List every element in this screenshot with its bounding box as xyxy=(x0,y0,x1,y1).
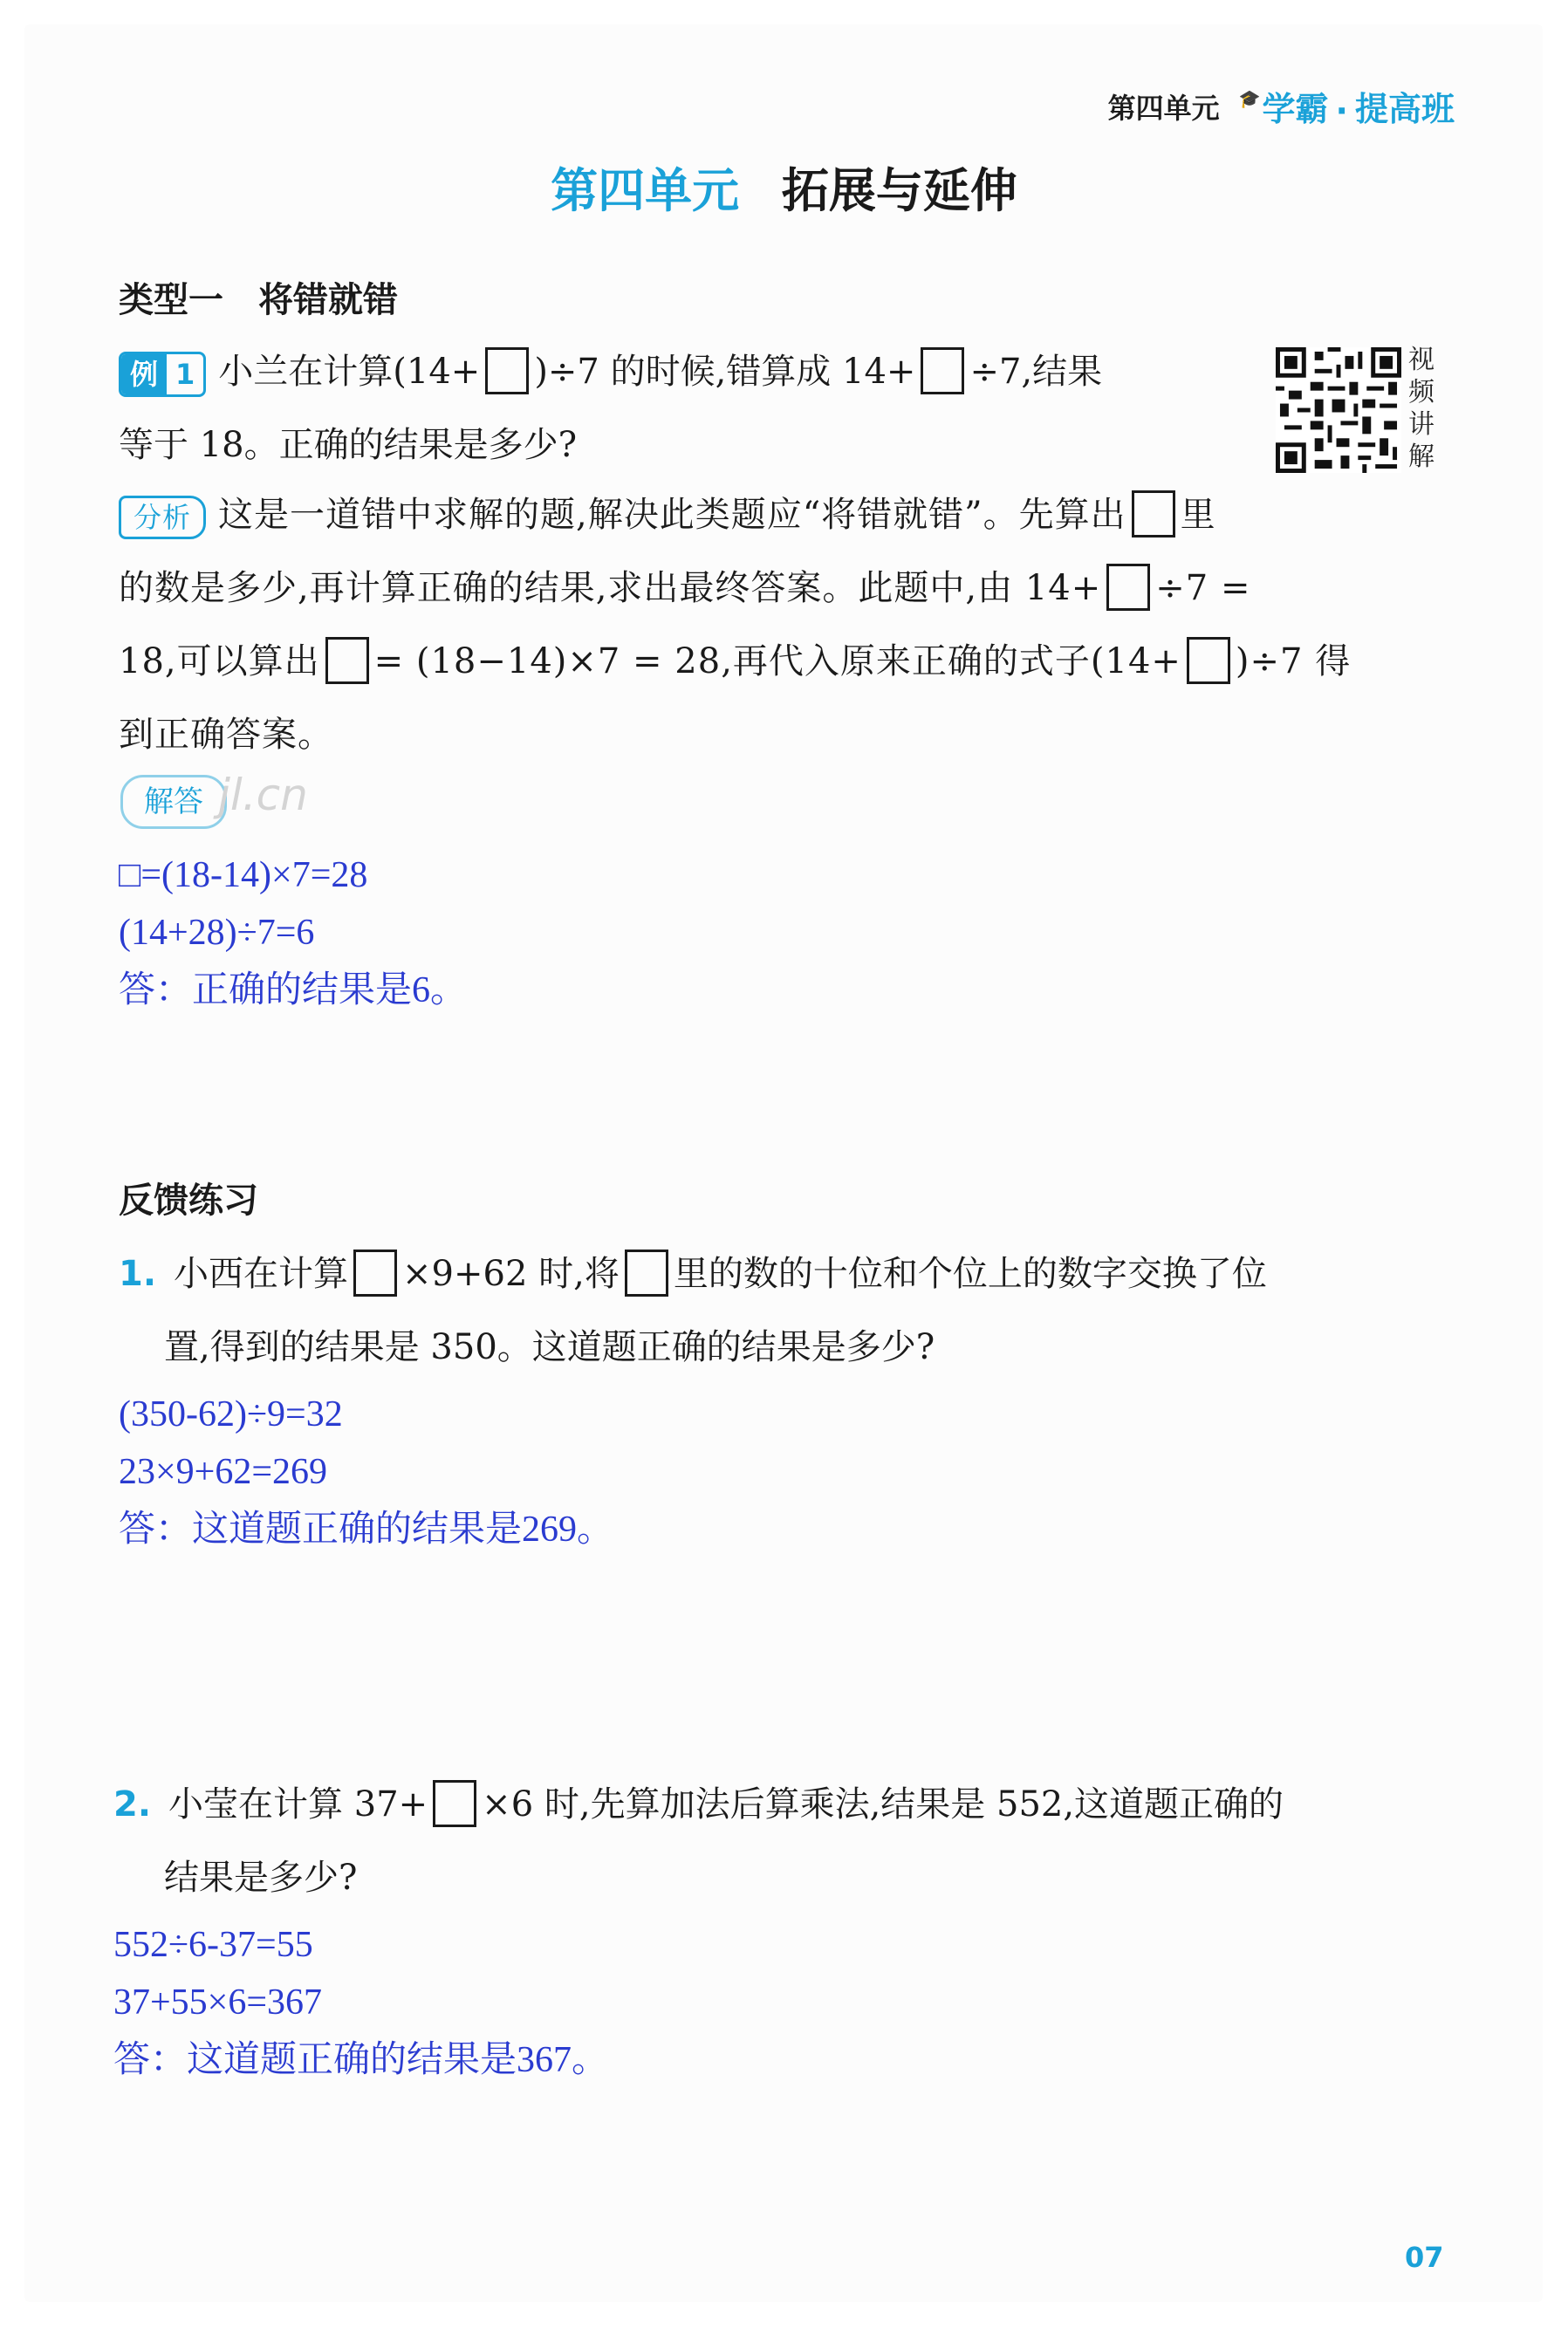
blank-box xyxy=(353,1250,397,1297)
graduation-cap-icon: 🎓 xyxy=(1238,88,1261,109)
question-text: 置,得到的结果是 350。这道题正确的结果是多少? xyxy=(164,1327,935,1367)
header-unit-label: 第四单元 xyxy=(1107,91,1220,125)
answer-line: (350-62)÷9=32 xyxy=(119,1394,343,1434)
watermark: jl.cn xyxy=(218,770,308,820)
question-2 xyxy=(113,1768,1448,1914)
blank-box xyxy=(433,1780,476,1827)
page-title xyxy=(0,154,1568,221)
analysis-paragraph xyxy=(119,478,1454,771)
practice-heading: 反馈练习 xyxy=(119,1181,258,1221)
analysis-text: 里 xyxy=(1180,495,1216,535)
question-text: ×6 时,先算加法后算乘法,结果是 552,这道题正确的 xyxy=(482,1784,1284,1825)
title-topic: 拓展与延伸 xyxy=(781,163,1017,218)
analysis-text: 到正确答案。 xyxy=(119,715,333,755)
blank-box xyxy=(625,1250,668,1297)
title-unit: 第四单元 xyxy=(551,163,740,218)
qr-label-char: 讲 xyxy=(1408,409,1434,440)
answer-line: 552÷6-37=55 xyxy=(113,1925,313,1965)
blank-box xyxy=(1187,637,1230,684)
brand-mark: 学霸 xyxy=(1262,90,1329,128)
example-question xyxy=(119,335,1262,482)
example-text: ÷7,结果 xyxy=(969,352,1103,392)
page-number: 07 xyxy=(1405,2241,1444,2274)
question-text: 结果是多少? xyxy=(164,1858,358,1898)
blank-box xyxy=(325,637,369,684)
brand-sep: · xyxy=(1335,92,1348,130)
answer-line: 答：正确的结果是6。 xyxy=(119,970,468,1010)
question-text: 小莹在计算 37+ xyxy=(168,1784,428,1825)
example-answer xyxy=(119,846,467,1019)
brand-logo xyxy=(1239,82,1455,130)
qr-label-char: 频 xyxy=(1408,377,1434,407)
question-number: 1. xyxy=(119,1254,157,1294)
question-1 xyxy=(119,1237,1454,1384)
question-1-answer xyxy=(119,1386,613,1558)
analysis-text: 这是一道错中求解的题,解决此类题应“将错就错”。先算出 xyxy=(218,495,1126,535)
question-text: ×9+62 时,将 xyxy=(402,1254,620,1294)
blank-box xyxy=(1132,490,1175,537)
analysis-badge: 分析 xyxy=(119,496,206,539)
answer-line: 23×9+62=269 xyxy=(119,1452,328,1492)
blank-box xyxy=(485,347,529,394)
brand-name: 提高班 xyxy=(1354,90,1455,128)
example-text: )÷7 的时候,错算成 14+ xyxy=(534,352,916,392)
answer-line: □=(18-14)×7=28 xyxy=(119,855,368,895)
analysis-text: 的数是多少,再计算正确的结果,求出最终答案。此题中,由 14+ xyxy=(119,568,1102,608)
answer-line: (14+28)÷7=6 xyxy=(119,913,315,953)
qr-label-char: 解 xyxy=(1408,442,1434,472)
analysis-text: )÷7 得 xyxy=(1235,641,1352,681)
example-badge-number: 1 xyxy=(175,358,195,391)
question-number: 2. xyxy=(113,1784,152,1825)
answer-line: 答：这道题正确的结果是269。 xyxy=(119,1510,614,1550)
analysis-text: ÷7 = xyxy=(1155,568,1251,608)
question-2-answer xyxy=(113,1916,608,2089)
question-text: 里的数的十位和个位上的数字交换了位 xyxy=(673,1254,1267,1294)
analysis-text: 18,可以算出 xyxy=(119,641,320,681)
blank-box xyxy=(921,347,964,394)
blank-box xyxy=(1106,564,1150,611)
answer-line: 37+55×6=367 xyxy=(113,1982,323,2023)
qr-code-icon[interactable] xyxy=(1276,347,1401,473)
example-badge xyxy=(119,352,206,397)
example-text: 小兰在计算(14+ xyxy=(218,352,481,392)
analysis-text: = (18−14)×7 = 28,再代入原来正确的式子(14+ xyxy=(373,641,1181,681)
question-text: 小西在计算 xyxy=(174,1254,349,1294)
example-text: 等于 18。正确的结果是多少? xyxy=(119,425,578,465)
qr-video-label xyxy=(1408,344,1443,473)
qr-label-char: 视 xyxy=(1408,345,1434,375)
answer-line: 答：这道题正确的结果是367。 xyxy=(113,2040,609,2080)
solution-badge: 解答 xyxy=(120,775,227,829)
example-badge-label: 例 xyxy=(121,354,167,394)
type-heading: 类型一 将错就错 xyxy=(119,280,398,320)
page-header xyxy=(1108,82,1455,130)
